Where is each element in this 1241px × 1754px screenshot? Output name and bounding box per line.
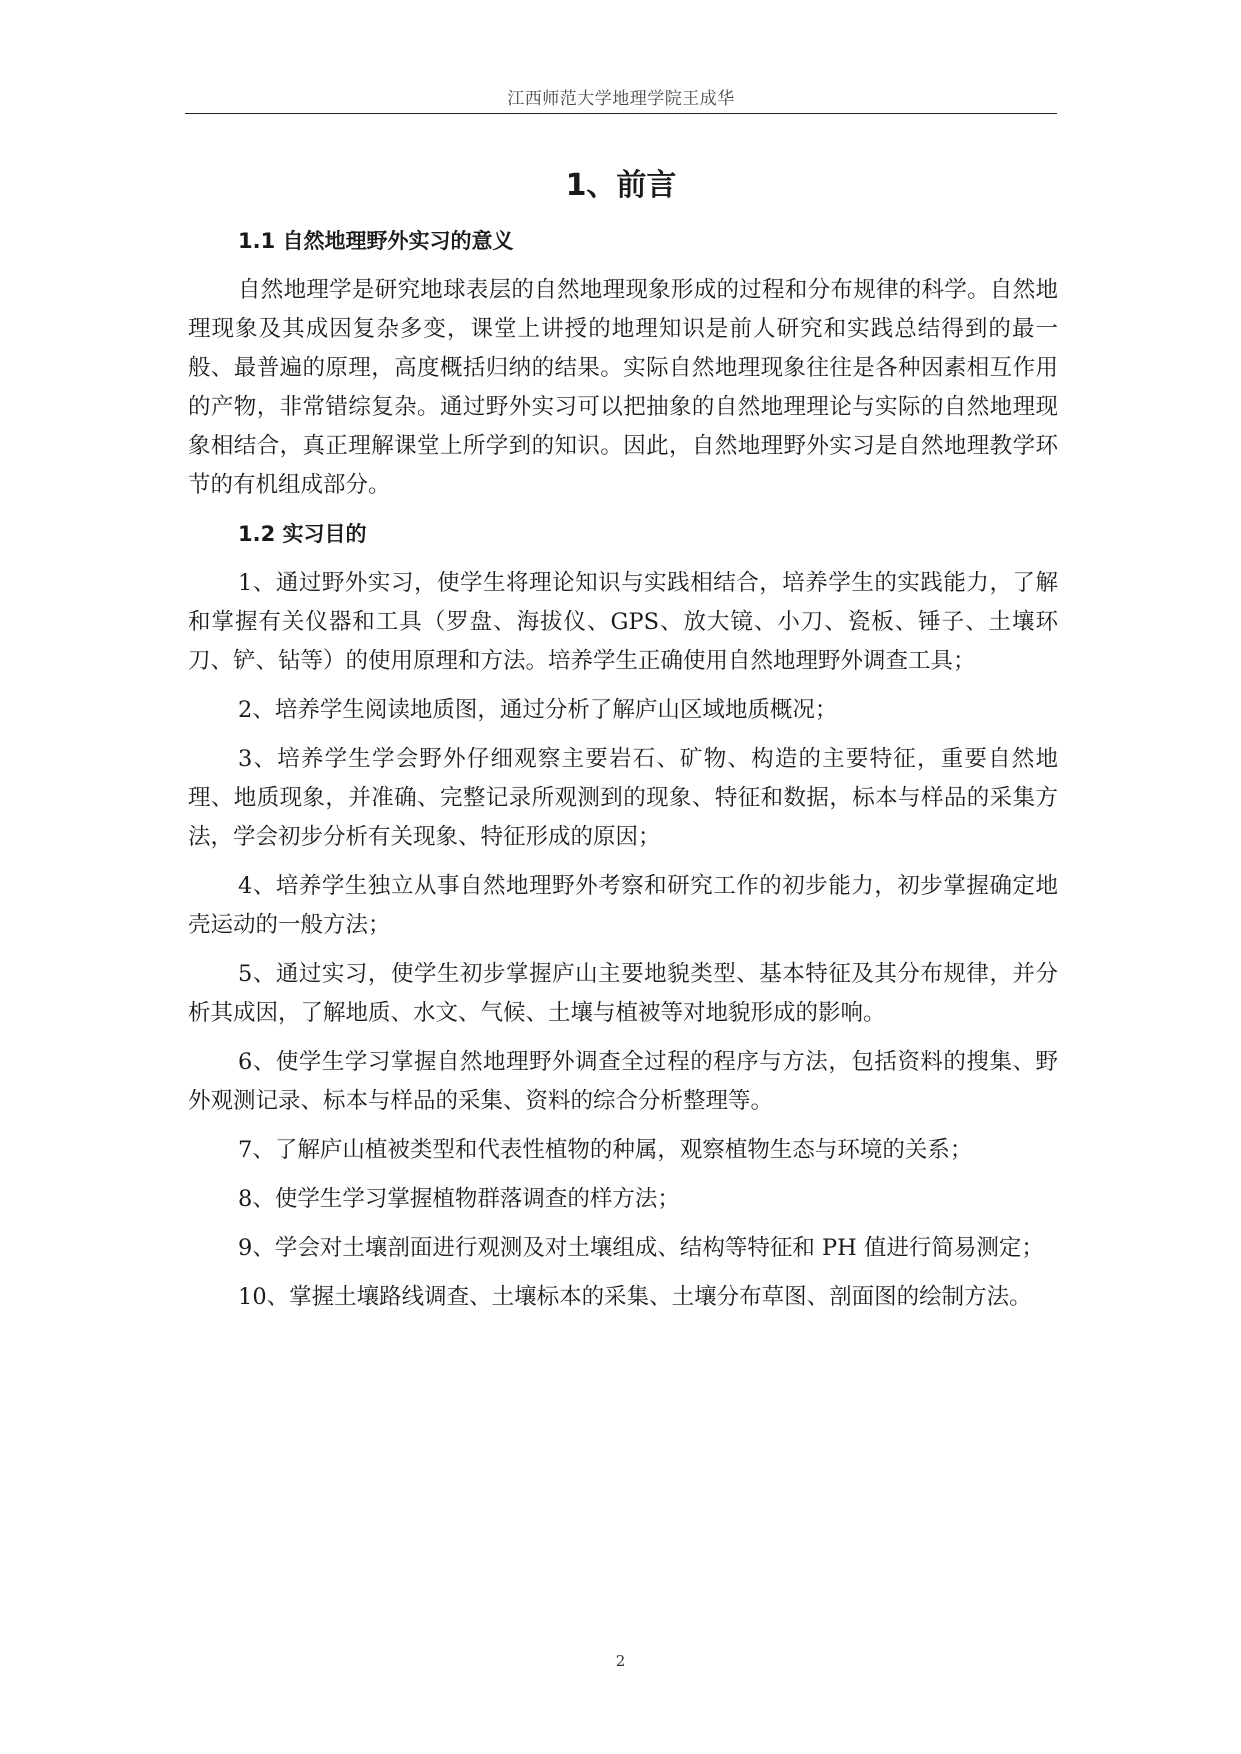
document-body (188, 222, 1058, 1317)
section-heading-1-2: 1.2 实习目的 (238, 522, 367, 546)
header-rule (185, 113, 1057, 114)
section-1-1-paragraph: 自然地理学是研究地球表层的自然地理现象形成的过程和分布规律的科学。自然地理现象及其成因复杂多变，课堂上讲授的地理知识是前人研究和实践总结得到的最一般、最普遍的原理，高度概括归纳的结果。实际自然地理现象往往是各种因素相互作用的产物，非常错综复杂。通过野外实习可以把抽象的自然地理理论与实际的自然地理现象相结合，真正理解课堂上所学到的知识。因此，自然地理野外实习是自然地理教学环节的有机组成部分。 (188, 277, 1058, 498)
objective-item-7: 7、了解庐山植被类型和代表性植物的种属，观察植物生态与环境的关系； (238, 1137, 973, 1163)
section-heading-1-1: 1.1 自然地理野外实习的意义 (238, 229, 514, 253)
objective-item-4: 4、培养学生独立从事自然地理野外考察和研究工作的初步能力，初步掌握确定地壳运动的一般方法； (188, 873, 1058, 938)
page-header: 江西师范大学地理学院王成华 (507, 89, 735, 109)
objective-item-6: 6、使学生学习掌握自然地理野外调查全过程的程序与方法，包括资料的搜集、野外观测记录、标本与样品的采集、资料的综合分析整理等。 (188, 1049, 1058, 1114)
objective-item-1: 1、通过野外实习，使学生将理论知识与实践相结合，培养学生的实践能力，了解和掌握有关仪器和工具（罗盘、海拔仪、GPS、放大镜、小刀、瓷板、锤子、土壤环刀、铲、钻等）的使用原理和方法。培养学生正确使用自然地理野外调查工具； (188, 570, 1058, 674)
page-number: 2 (615, 1652, 626, 1670)
objective-item-2: 2、培养学生阅读地质图，通过分析了解庐山区域地质概况； (238, 697, 838, 723)
objective-item-8: 8、使学生学习掌握植物群落调查的样方法； (238, 1186, 680, 1212)
objective-item-3: 3、培养学生学会野外仔细观察主要岩石、矿物、构造的主要特征，重要自然地理、地质现象，并准确、完整记录所观测到的现象、特征和数据，标本与样品的采集方法，学会初步分析有关现象、特征形成的原因； (188, 746, 1058, 850)
objective-item-9: 9、学会对土壤剖面进行观测及对土壤组成、结构等特征和 PH 值进行简易测定； (238, 1235, 1044, 1261)
chapter-title: 1、前言 (565, 168, 677, 203)
objective-item-5: 5、通过实习，使学生初步掌握庐山主要地貌类型、基本特征及其分布规律，并分析其成因，了解地质、水文、气候、土壤与植被等对地貌形成的影响。 (188, 961, 1058, 1026)
objective-item-10: 10、掌握土壤路线调查、土壤标本的采集、土壤分布草图、剖面图的绘制方法。 (238, 1284, 1032, 1310)
